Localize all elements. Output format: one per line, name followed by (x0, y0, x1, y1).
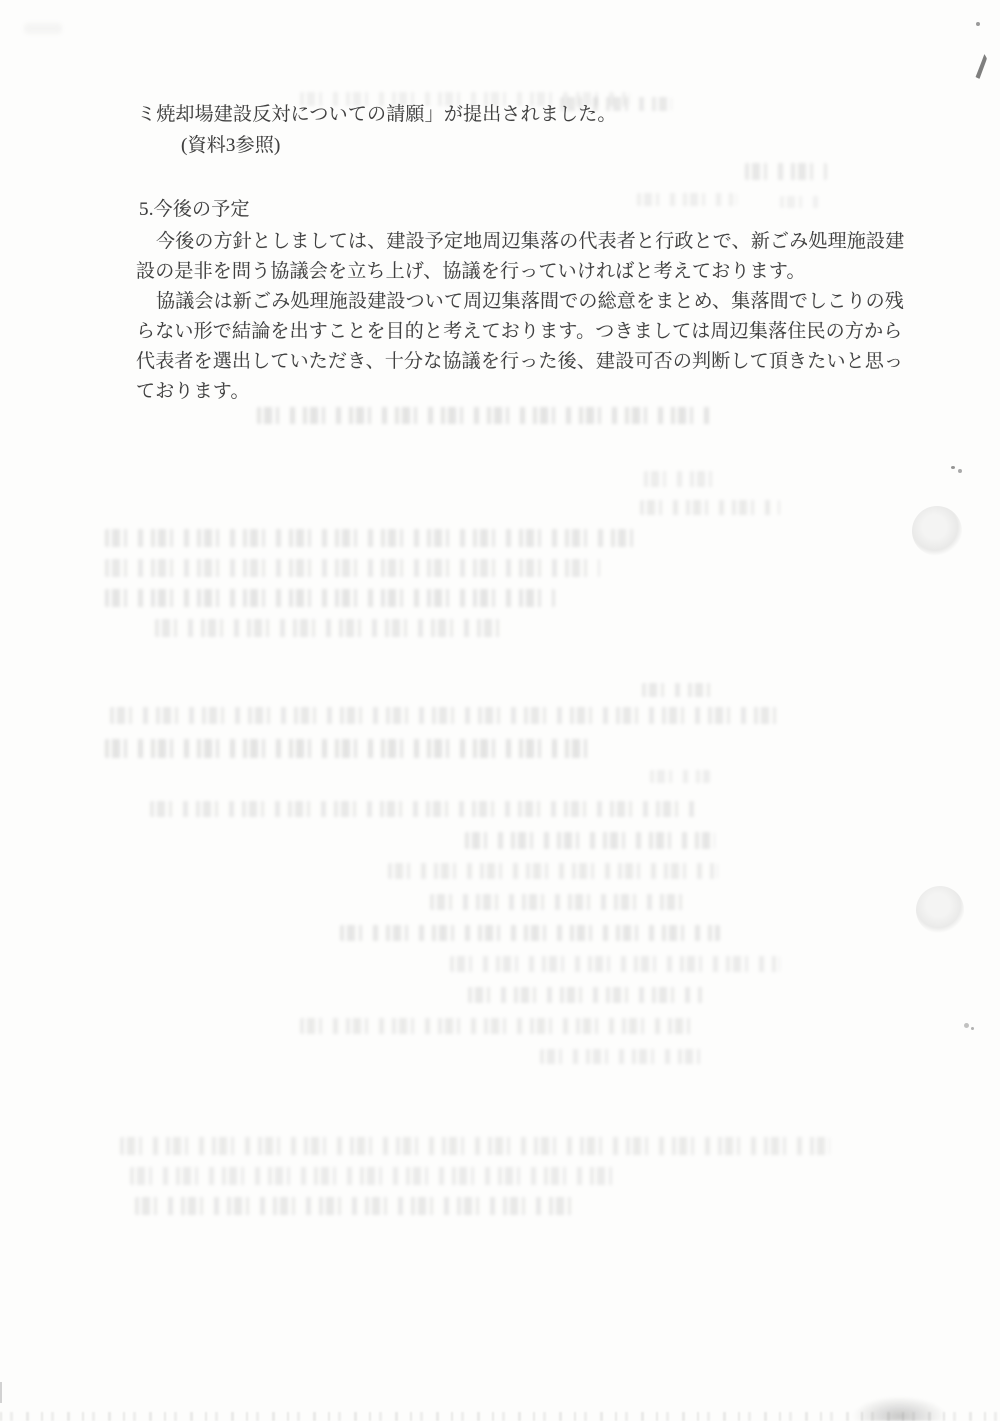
bleed-through-line (120, 1137, 830, 1155)
document-text-line: ております。 (136, 381, 250, 402)
document-text-line: 今後の方針としましては、建設予定地周辺集落の代表者と行政とで、新ごみ処理施設建 (156, 231, 905, 252)
bleed-through-line (560, 97, 672, 111)
scan-smudge (24, 23, 62, 34)
document-text-line: 代表者を選出していただき、十分な協議を行った後、建設可否の判断して頂きたいと思っ (136, 351, 904, 372)
bleed-through-line (540, 1049, 702, 1064)
bleed-through-line (135, 1197, 580, 1215)
scan-edge-artifact (0, 1382, 2, 1403)
bleed-through-line (155, 619, 510, 637)
document-text-line: 協議会は新ごみ処理施設建設ついて周辺集落間での総意をまとめ、集落間でしこりの残 (156, 291, 905, 312)
bleed-through-line (388, 863, 718, 879)
bleed-through-line (640, 500, 780, 515)
scan-speck (976, 22, 980, 26)
bleed-through-line (257, 407, 712, 424)
bleed-through-line (637, 193, 737, 206)
bleed-through-line (745, 163, 827, 180)
scan-edge-noise (0, 1412, 1000, 1421)
bleed-through-line (450, 956, 780, 972)
bleed-through-line (642, 683, 714, 697)
bleed-through-line (105, 589, 555, 607)
bleed-through-line (644, 471, 720, 487)
punch-hole-shadow (916, 886, 964, 934)
document-reference-note: (資料3参照) (181, 135, 281, 156)
bleed-through-line (105, 559, 600, 577)
bleed-through-line (468, 987, 703, 1003)
document-text-line: らない形で結論を出すことを目的と考えております。つきましては周辺集落住民の方から (136, 321, 903, 342)
pen-mark (974, 54, 987, 79)
scan-speck (958, 469, 962, 473)
bleed-through-line (105, 739, 595, 758)
document-text-line: 設の是非を問う協議会を立ち上げ、協議を行っていければと考えております。 (136, 261, 806, 282)
bleed-through-line (780, 196, 825, 208)
bleed-through-line (300, 1018, 700, 1034)
bleed-through-line (130, 1167, 620, 1185)
bleed-through-line (650, 770, 710, 783)
bleed-through-line (430, 894, 690, 910)
bleed-through-line (110, 707, 780, 724)
bleed-through-line (465, 832, 715, 849)
bleed-through-line (340, 925, 720, 941)
scan-speck (964, 1023, 969, 1028)
bleed-through-line (150, 801, 700, 817)
punch-hole-shadow (912, 506, 962, 556)
scan-speck (971, 1027, 974, 1030)
bleed-through-line (105, 529, 635, 547)
document-text-line: ミ焼却場建設反対についての請願」が提出されました。 (137, 104, 617, 125)
scan-speck (951, 466, 955, 469)
section-heading: 5.今後の予定 (139, 199, 250, 220)
